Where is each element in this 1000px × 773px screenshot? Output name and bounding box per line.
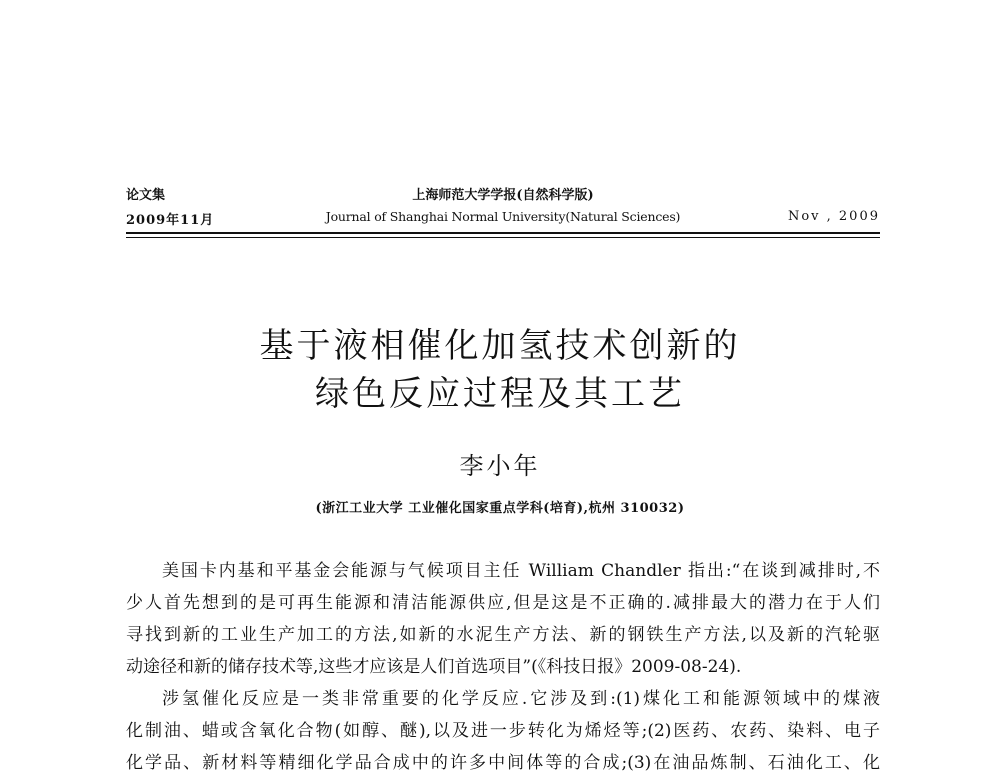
collection-label: 论文集	[126, 188, 166, 203]
paragraph-1-line-2: 少人首先想到的是可再生能源和清洁能源供应,但是这是不正确的.减排最大的潜力在于人们	[126, 593, 880, 613]
paragraph-1-line-1: 美国卡内基和平基金会能源与气候项目主任 William Chandler 指出:“在谈到减排时,不	[162, 561, 880, 581]
paragraph-2-line-2: 化制油、蜡或含氧化合物(如醇、醚),以及进一步转化为烯烃等;(2)医药、农药、染料、电子	[126, 721, 880, 741]
journal-title-cn: 上海师范大学学报(自然科学版)	[412, 188, 594, 203]
author-affiliation: (浙江工业大学 工业催化国家重点学科(培育),杭州 310032)	[315, 501, 685, 516]
header-rule-thin	[126, 237, 880, 238]
paragraph-1-line-4: 动途径和新的储存技术等,这些才应该是人们首选项目”(《科技日报》2009-08-24).	[126, 657, 742, 677]
paragraph-1-line-3: 寻找到新的工业生产加工的方法,如新的水泥生产方法、新的钢铁生产方法,以及新的汽轮驱	[126, 625, 880, 645]
issue-date-cn: 2009年11月	[126, 213, 215, 228]
issue-date-en: Nov , 2009	[787, 209, 880, 224]
header-rule-thick	[126, 232, 880, 234]
paragraph-2-line-1: 涉氢催化反应是一类非常重要的化学反应.它涉及到:(1)煤化工和能源领域中的煤液	[162, 689, 880, 709]
author-name: 李小年	[459, 452, 541, 480]
paragraph-2-line-3: 化学品、新材料等精细化学品合成中的许多中间体等的合成;(3)在油品炼制、石油化工、化	[126, 753, 880, 773]
article-title-line-2: 绿色反应过程及其工艺	[315, 374, 685, 414]
article-title-line-1: 基于液相催化加氢技术创新的	[259, 326, 741, 366]
running-header-top	[126, 184, 880, 202]
running-header-bottom	[126, 209, 880, 227]
journal-title-en: Journal of Shanghai Normal University(Natural Sciences)	[325, 209, 681, 224]
